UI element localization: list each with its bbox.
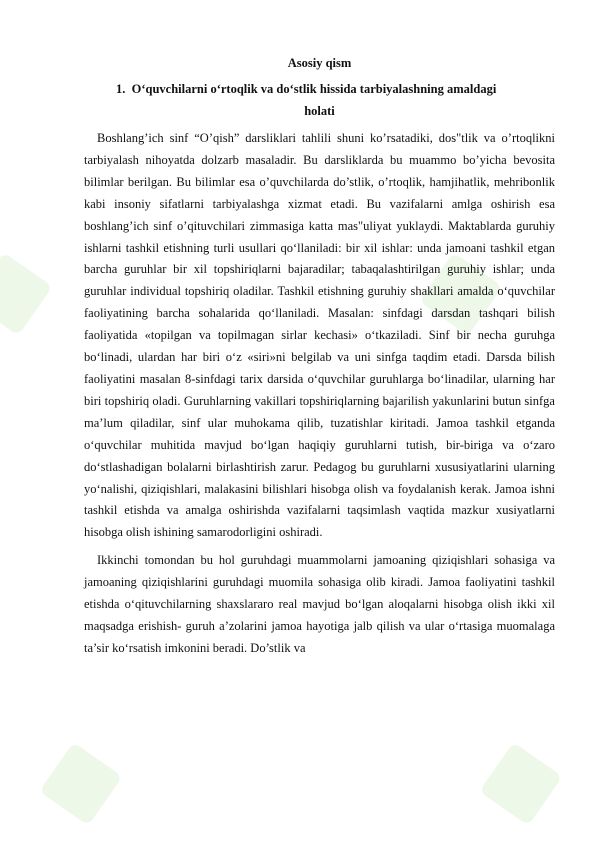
paragraph-1: Boshlang’ich sinf “O’qish” darsliklari tahlili shuni ko’rsatadiki, dos"tlik va o’rtoqlikni tarbiyalash nihoyatda dolzarb masaladir. Bu darsliklarda bu muammo bo’yicha bevosita bilimlar berilgan. Bu bilimlar esa o’quvchilarda do’stlik, o’rtoqlik, hamjihatlik, mehribonlik kabi insoniy sifatlarni tarbiyalashga xizmat etadi. Bu vazifalarni amlga oshirish esa boshlang’ich sinf o’qituvchilari zimmasiga katta mas"uliyat yuklaydi. Maktablarda guruhiy ishlarni tashkil etishning turli usullari qo‘llaniladi: bir xil ishlar: unda jamoani tashkil etgan barcha guruhlar bir xil topshiriqlarni bajaradilar; tabaqalashtirilgan guruhiy ishlar; unda guruhlar individual topshiriq oladilar. Tashkil etishning guruhiy shakllari amalda o‘quvchilar faoliyatining barcha sohalarida qo‘llaniladi. Masalan: sinfdagi darsdan tashqari bilish faoliyatida «topilgan va topilmagan sirlar kechasi» o‘tkaziladi. Sinf bir necha guruhga bo‘linadi, ulardan har biri o‘z «siri»ni belgilab va uni sinfga taqdim etadi. Darsda bilish faoliyatini masalan 8-sinfdagi tarix darsida o‘quvchilar guruhlarga bo‘linadilar, ularning har biri topshiriq oladi. Guruhlarning vakillari topshiriqlarning bajarilish yakunlarini butun sinfga ma’lum qiladilar, sinf ular muhokama qilib, tuzatishlar kiritadi. Jamoa tashkil etganda o‘quvchilar muhitida mavjud bo‘lgan haqiqiy guruhlarni tutish, bir-biriga va o‘zaro do‘stlashadigan bolalarni birlashtirish zarur. Pedagog bu guruhlarni xususiyatlarini ularning yo‘nalishi, qiziqishlari, malakasini bilishlari hisobga olish va foydalanish kerak. Jamoa ishni tashkil etishda va amalga oshirishda vazifalarni taqsimlash vaqtida mazkur xusiyatlarni hisobga olish ishining samarodorligini oshiradi. [84, 131, 555, 540]
page-heading: Asosiy qism [287, 56, 352, 70]
section-title-line1 [84, 78, 555, 100]
section-title [84, 78, 555, 122]
section-number: 1. [116, 82, 126, 96]
document-page [84, 52, 555, 660]
section-title-text: O‘quvchilarni o‘rtoqlik va do‘stlik hissida tarbiyalashning amaldagi [131, 82, 497, 96]
section-title-line2: holati [304, 104, 335, 118]
paragraph-2: Ikkinchi tomondan bu hol guruhdagi muammolarni jamoaning qiziqishlari sohasiga va jamoaning qiziqishlarini guruhdagi muomila sohasiga olib kiradi. Jamoa faoliyatini tashkil etishda o‘qituvchilarning shaxslararo real mavjud bo‘lgan aloqalarni hisobga olish ikki xil maqsadga erishish- guruh a’zolarini jamoa hayotiga jalb qilish va ular o‘rtasiga muomalaga ta’sir ko‘rsatish imkonini beradi. Do’stlik va [84, 553, 555, 655]
